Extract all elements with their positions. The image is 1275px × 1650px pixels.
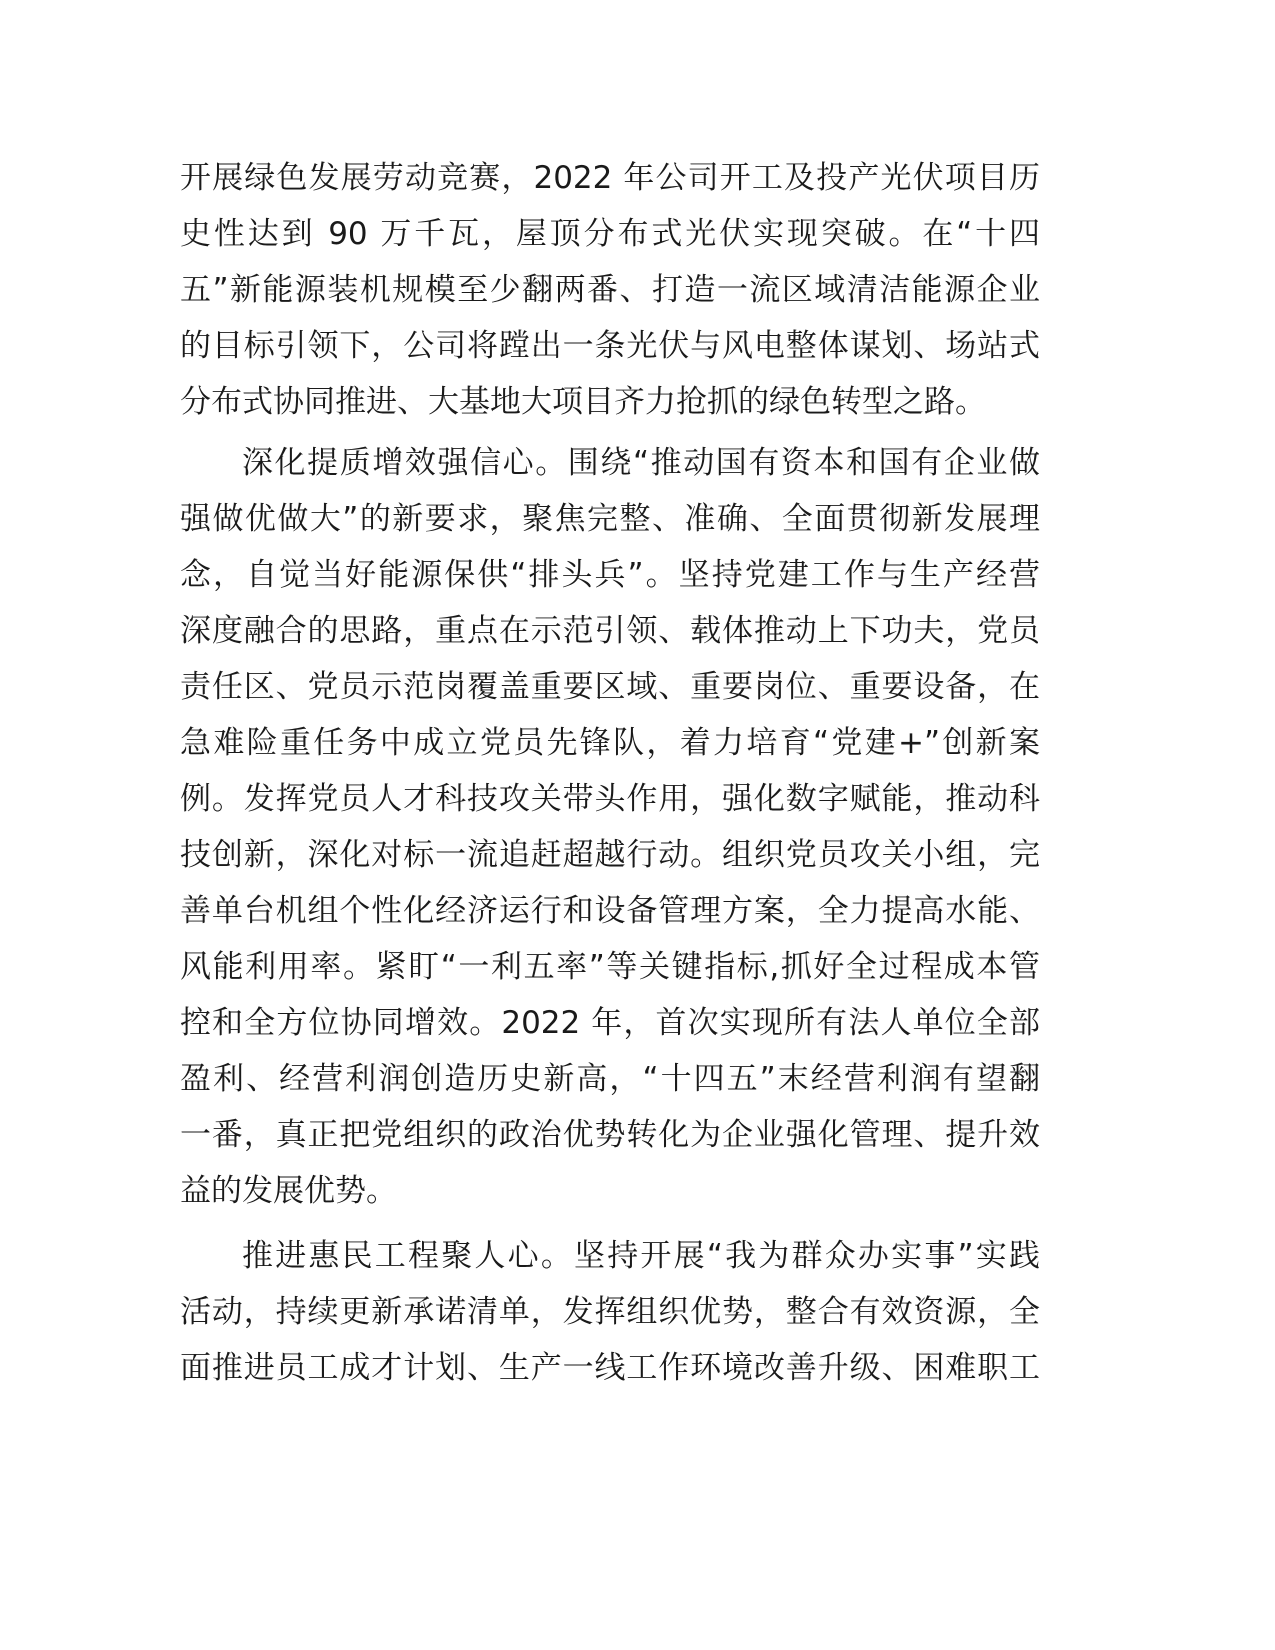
paragraph-line: 益的发展优势。 <box>180 1173 397 1209</box>
paragraph-line: 面推进员工成才计划、生产一线工作环境改善升级、困难职工 <box>180 1350 1040 1386</box>
paragraph-line: 风能利用率。紧盯“一利五率”等关键指标,抓好全过程成本管 <box>180 949 1040 985</box>
paragraph-line: 深度融合的思路，重点在示范引领、载体推动上下功夫，党员 <box>180 613 1040 649</box>
paragraph-quality-efficiency <box>180 435 1040 1219</box>
paragraph-line: 活动，持续更新承诺清单，发挥组织优势，整合有效资源，全 <box>180 1294 1040 1330</box>
paragraph-line: 一番，真正把党组织的政治优势转化为企业强化管理、提升效 <box>180 1117 1040 1153</box>
paragraph-line: 深化提质增效强信心。围绕“推动国有资本和国有企业做 <box>242 445 1040 481</box>
paragraph-line: 盈利、经营利润创造历史新高，“十四五”末经营利润有望翻 <box>180 1061 1040 1097</box>
paragraph-line: 例。发挥党员人才科技攻关带头作用，强化数字赋能，推动科 <box>180 781 1040 817</box>
paragraph-line: 善单台机组个性化经济运行和设备管理方案，全力提高水能、 <box>180 893 1040 929</box>
paragraph-line: 史性达到 90 万千瓦，屋顶分布式光伏实现突破。在“十四 <box>180 216 1040 252</box>
paragraph-line: 五”新能源装机规模至少翻两番、打造一流区域清洁能源企业 <box>180 272 1040 308</box>
paragraph-line: 责任区、党员示范岗覆盖重要区域、重要岗位、重要设备，在 <box>180 669 1040 705</box>
paragraph-line: 强做优做大”的新要求，聚焦完整、准确、全面贯彻新发展理 <box>180 501 1040 537</box>
paragraph-line: 的目标引领下，公司将蹚出一条光伏与风电整体谋划、场站式 <box>180 328 1040 364</box>
paragraph-line: 念，自觉当好能源保供“排头兵”。坚持党建工作与生产经营 <box>180 557 1040 593</box>
paragraph-line: 急难险重任务中成立党员先锋队，着力培育“党建+”创新案 <box>180 725 1040 761</box>
paragraph-livelihood-projects <box>180 1228 1040 1396</box>
paragraph-green-development <box>180 150 1040 430</box>
paragraph-line: 技创新，深化对标一流追赶超越行动。组织党员攻关小组，完 <box>180 837 1040 873</box>
paragraph-line: 分布式协同推进、大基地大项目齐力抢抓的绿色转型之路。 <box>180 384 986 420</box>
paragraph-line: 推进惠民工程聚人心。坚持开展“我为群众办实事”实践 <box>242 1238 1040 1274</box>
paragraph-line: 开展绿色发展劳动竞赛，2022 年公司开工及投产光伏项目历 <box>180 160 1040 196</box>
paragraph-line: 控和全方位协同增效。2022 年，首次实现所有法人单位全部 <box>180 1005 1040 1041</box>
